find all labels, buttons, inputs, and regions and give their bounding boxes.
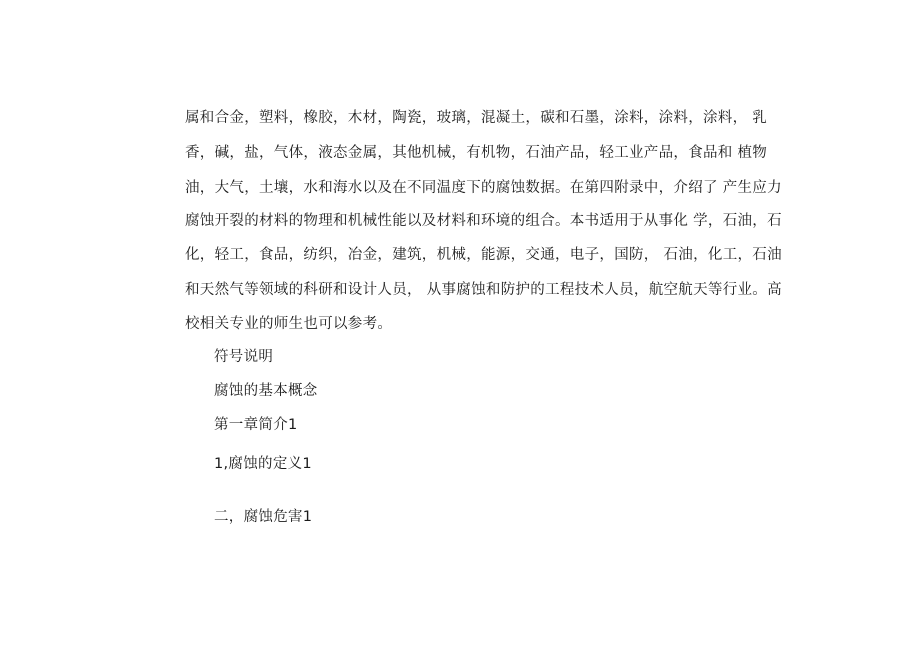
paragraph-line-3: 油，大气，土壤，水和海水以及在不同温度下的腐蚀数据。在第四附录中，介绍了 产生应力 [185, 180, 782, 196]
paragraph-line-7: 校相关专业的师生也可以参考。 [185, 316, 393, 332]
toc-chapter-1: 第一章简介1 [214, 417, 298, 433]
toc-basic-concepts: 腐蚀的基本概念 [214, 383, 318, 399]
toc-symbols: 符号说明 [214, 349, 274, 365]
paragraph-line-6: 和天然气等领域的科研和设计人员， 从事腐蚀和防护的工程技术人员，航空航天等行业。高 [185, 282, 782, 298]
toc-section-1: 1,腐蚀的定义1 [214, 456, 312, 472]
paragraph-line-1: 属和合金，塑料，橡胶，木材，陶瓷，玻璃，混凝土，碳和石墨，涂料，涂料，涂料， 乳 [185, 110, 768, 126]
paragraph-line-5: 化，轻工，食品，纺织，冶金，建筑，机械，能源，交通，电子，国防， 石油，化工，石油 [185, 247, 782, 263]
toc-section-2: 二，腐蚀危害1 [214, 509, 313, 525]
paragraph-line-4: 腐蚀开裂的材料的物理和机械性能以及材料和环境的组合。本书适用于从事化 学，石油，石 [185, 213, 782, 229]
paragraph-line-2: 香，碱，盐，气体，液态金属，其他机械，有机物，石油产品，轻工业产品，食品和 植物 [185, 145, 768, 161]
